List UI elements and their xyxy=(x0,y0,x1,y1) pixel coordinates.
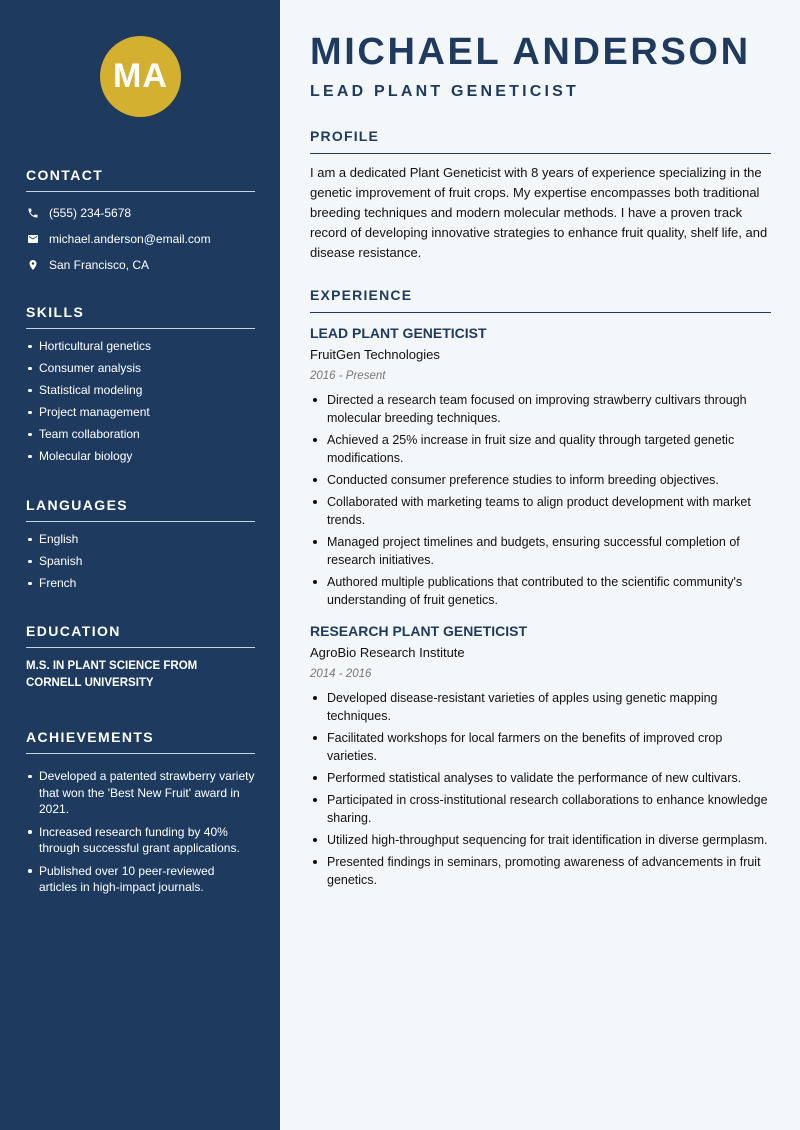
duty-item: Performed statistical analyses to validate the performance of new cultivars. xyxy=(310,769,771,787)
profile-text: I am a dedicated Plant Geneticist with 8 years of experience specializing in the genetic improvement of fruit crops. My expertise encompasses both traditional breeding techniques and modern molecular methods. I have a proven track record of developing innovative strategies to enhance fruit quality, shelf life, and disease resistance. xyxy=(310,165,768,260)
duty-item: Participated in cross-institutional research collaborations to enhance knowledge sharing. xyxy=(310,791,771,827)
duty-item: Directed a research team focused on improving strawberry cultivars through molecular breeding techniques. xyxy=(310,391,771,427)
sidebar xyxy=(0,0,280,1130)
job-duties xyxy=(310,689,771,889)
candidate-name: MICHAEL ANDERSON xyxy=(310,31,751,73)
experience-section xyxy=(310,287,771,893)
job-title: LEAD PLANT GENETICIST xyxy=(310,325,487,341)
duty-item: Conducted consumer preference studies to inform breeding objectives. xyxy=(310,471,771,489)
skill-item: Team collaboration xyxy=(26,426,255,442)
job-entry xyxy=(310,623,771,889)
languages-heading: LANGUAGES xyxy=(26,497,255,522)
job-duties xyxy=(310,391,771,609)
skills-list xyxy=(26,338,255,464)
education-heading: EDUCATION xyxy=(26,623,255,648)
skill-item: Consumer analysis xyxy=(26,360,255,376)
skill-item: Statistical modeling xyxy=(26,382,255,398)
avatar-initials: MA xyxy=(113,57,168,95)
location-text: San Francisco, CA xyxy=(49,258,150,272)
job-entry xyxy=(310,325,771,609)
contact-phone xyxy=(26,200,255,226)
phone-icon xyxy=(26,206,40,220)
language-item: Spanish xyxy=(26,553,255,569)
duty-item: Collaborated with marketing teams to align product development with market trends. xyxy=(310,493,771,529)
location-pin-icon xyxy=(26,258,40,272)
profile-heading: PROFILE xyxy=(310,128,771,154)
duty-item: Facilitated workshops for local farmers on the benefits of improved crop varieties. xyxy=(310,729,771,765)
duty-item: Managed project timelines and budgets, ensuring successful completion of research initiatives. xyxy=(310,533,771,569)
languages-list xyxy=(26,531,255,591)
contact-heading: CONTACT xyxy=(26,167,255,192)
experience-heading: EXPERIENCE xyxy=(310,287,771,313)
skill-item: Molecular biology xyxy=(26,448,255,464)
achievements-list xyxy=(26,768,255,896)
job-company: AgroBio Research Institute xyxy=(310,645,465,660)
email-icon xyxy=(26,232,40,246)
achievement-item: Developed a patented strawberry variety that won the 'Best New Fruit' award in 2021. xyxy=(26,768,255,818)
avatar xyxy=(100,36,181,117)
job-dates: 2014 - 2016 xyxy=(310,668,372,680)
achievement-item: Increased research funding by 40% through successful grant applications. xyxy=(26,824,255,857)
duty-item: Presented findings in seminars, promoting awareness of advancements in fruit genetics. xyxy=(310,853,771,889)
skills-heading: SKILLS xyxy=(26,304,255,329)
profile-section xyxy=(310,128,771,276)
achievement-item: Published over 10 peer-reviewed articles in high-impact journals. xyxy=(26,863,255,896)
education-section xyxy=(26,623,255,692)
skill-item: Horticultural genetics xyxy=(26,338,255,354)
language-item: French xyxy=(26,575,255,591)
achievements-heading: ACHIEVEMENTS xyxy=(26,729,255,754)
duty-item: Utilized high-throughput sequencing for trait identification in diverse germplasm. xyxy=(310,831,771,849)
job-title: RESEARCH PLANT GENETICIST xyxy=(310,623,528,639)
duty-item: Achieved a 25% increase in fruit size and quality through targeted genetic modifications. xyxy=(310,431,771,467)
contact-list xyxy=(26,200,255,278)
achievements-section xyxy=(26,729,255,902)
contact-email xyxy=(26,226,255,252)
phone-text: (555) 234-5678 xyxy=(49,206,132,220)
education-degree: M.S. IN PLANT SCIENCE FROM CORNELL UNIVERSITY xyxy=(26,660,198,689)
duty-item: Authored multiple publications that contributed to the scientific community's understanding of fruit genetics. xyxy=(310,573,771,609)
job-dates: 2016 - Present xyxy=(310,370,386,382)
languages-section xyxy=(26,497,255,597)
skills-section xyxy=(26,304,255,470)
contact-location xyxy=(26,252,255,278)
email-text: michael.anderson@email.com xyxy=(49,232,211,246)
skill-item: Project management xyxy=(26,404,255,420)
candidate-title: LEAD PLANT GENETICIST xyxy=(310,83,579,100)
duty-item: Developed disease-resistant varieties of apples using genetic mapping techniques. xyxy=(310,689,771,725)
contact-section xyxy=(26,167,255,278)
language-item: English xyxy=(26,531,255,547)
job-company: FruitGen Technologies xyxy=(310,347,440,362)
